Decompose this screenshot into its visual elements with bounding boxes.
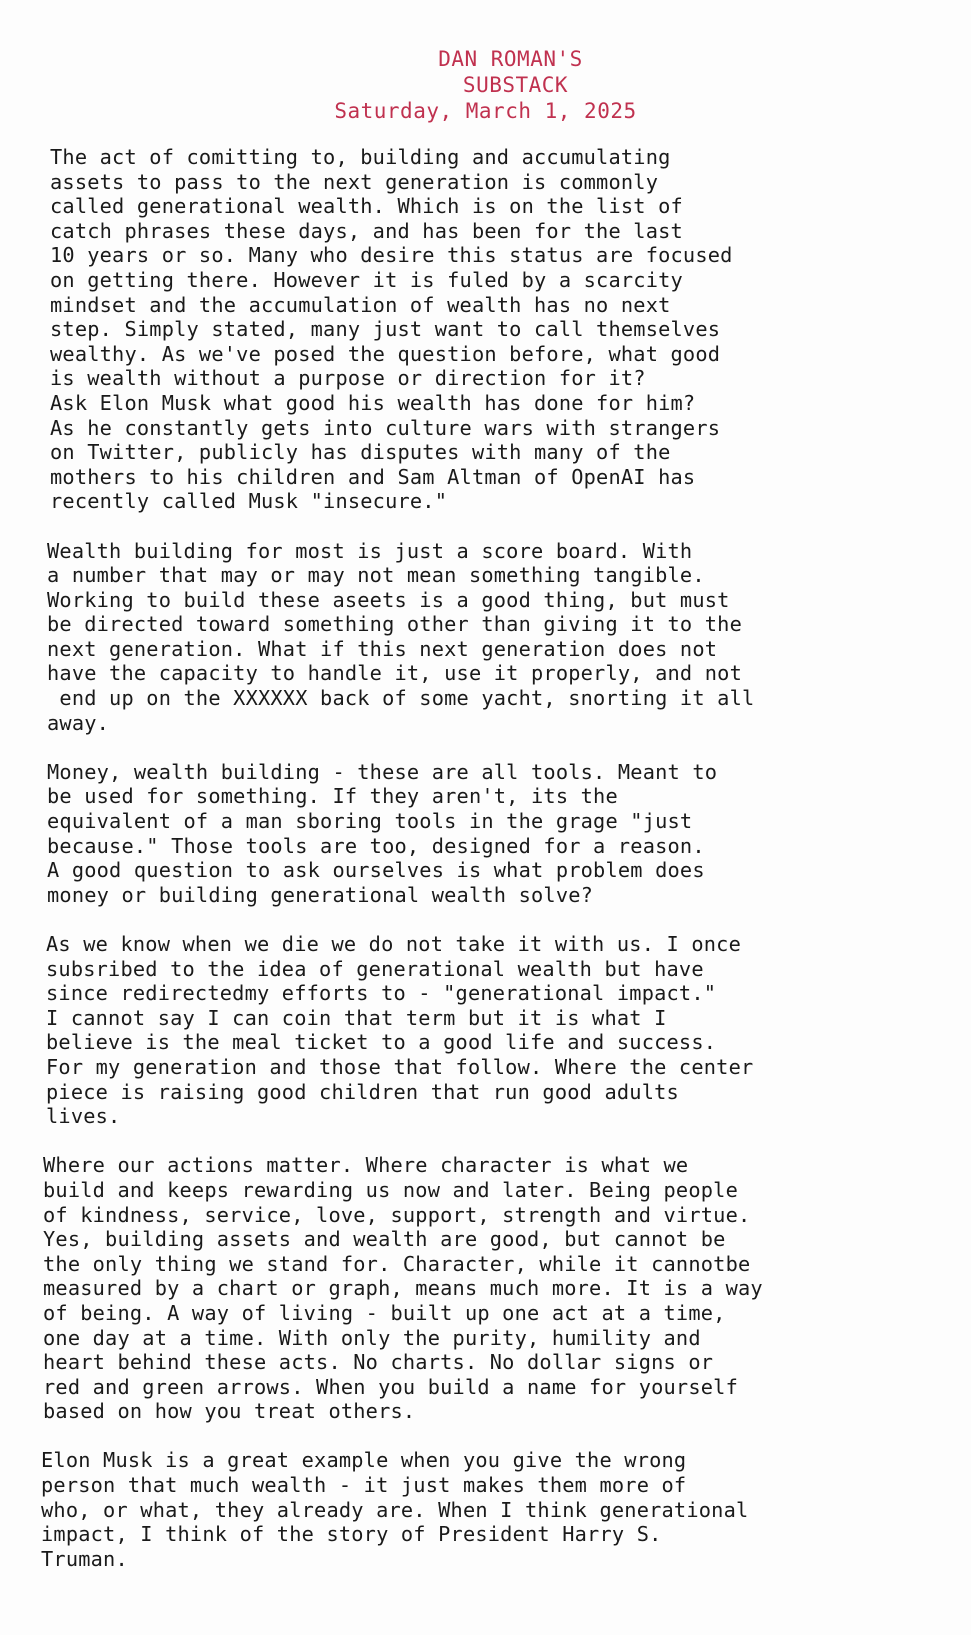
- text-line: Working to build these aseets is a good thing, but must: [47, 587, 730, 612]
- text-line: believe is the meal ticket to a good life and success.: [46, 1030, 717, 1055]
- text-line: subsribed to the idea of generational wealth but have: [46, 956, 704, 981]
- text-line: catch phrases these days, and has been for the last: [50, 218, 683, 243]
- paragraph-6: [40, 1448, 965, 1571]
- paragraph-4: [40, 932, 965, 1129]
- text-line: red and green arrows. When you build a name for yourself: [43, 1374, 738, 1399]
- text-line: I cannot say I can coin that term but it is what I: [46, 1005, 667, 1030]
- text-line: be directed toward something other than giving it to the: [47, 612, 742, 637]
- text-line: one day at a time. With only the purity, humility and: [43, 1325, 701, 1350]
- text-line: Elon Musk is a great example when you give the wrong: [41, 1448, 687, 1473]
- text-line: Wealth building for most is just a score board. With: [47, 538, 693, 563]
- text-line: because." Those tools are too, designed for a reason.: [47, 833, 705, 858]
- header-date: Saturday, March 1, 2025: [334, 99, 637, 123]
- text-line: piece is raising good children that run good adults: [46, 1079, 679, 1104]
- text-line: mothers to his children and Sam Altman of OpenAI has: [50, 464, 696, 489]
- text-line: away.: [47, 710, 110, 735]
- text-line: A good question to ask ourselves is what problem does: [47, 858, 705, 883]
- text-line: Truman.: [41, 1546, 128, 1571]
- page-header: [0, 46, 971, 124]
- text-line: person that much wealth - it just makes them more of: [41, 1473, 687, 1498]
- text-line: 10 years or so. Many who desire this status are focused: [50, 243, 733, 268]
- text-line: based on how you treat others.: [43, 1399, 416, 1424]
- text-line: the only thing we stand for. Character, while it cannotbe: [43, 1251, 751, 1276]
- text-line: mindset and the accumulation of wealth has no next: [50, 292, 671, 317]
- text-line: since redirectedmy efforts to - "generational impact.": [46, 981, 717, 1006]
- text-line: step. Simply stated, many just want to call themselves: [50, 317, 721, 342]
- paragraph-3: [40, 760, 965, 908]
- paragraph-5: [40, 1153, 965, 1424]
- paragraph-2: [40, 539, 965, 736]
- text-line: called generational wealth. Which is on the list of: [50, 194, 683, 219]
- text-line: money or building generational wealth solve?: [47, 882, 594, 907]
- text-line: equivalent of a man sboring tools in the grage "just: [47, 809, 693, 834]
- header-author: DAN ROMAN'S: [438, 47, 583, 71]
- text-line: Money, wealth building - these are all tools. Meant to: [47, 759, 718, 784]
- text-line: on getting there. However it is fuled by a scarcity: [50, 267, 683, 292]
- text-line: recently called Musk "insecure.": [50, 489, 448, 514]
- text-line: assets to pass to the next generation is commonly: [50, 169, 659, 194]
- paragraph-1: [40, 145, 965, 514]
- text-line: a number that may or may not mean something tangible.: [47, 563, 705, 588]
- text-line: next generation. What if this next generation does not: [47, 636, 718, 661]
- text-line: of being. A way of living - built up one act at a time,: [43, 1300, 726, 1325]
- text-line: As we know when we die we do not take it with us. I once: [46, 932, 741, 956]
- text-line: have the capacity to handle it, use it properly, and not: [47, 661, 742, 686]
- text-line: is wealth without a purpose or direction for it?: [50, 366, 646, 391]
- text-line: Ask Elon Musk what good his wealth has done for him?: [50, 390, 696, 415]
- text-line: The act of comitting to, building and accumulating: [50, 145, 671, 169]
- text-line: lives.: [46, 1104, 121, 1129]
- text-line: measured by a chart or graph, means much more. It is a way: [43, 1276, 763, 1301]
- text-line: For my generation and those that follow. Where the center: [46, 1054, 754, 1079]
- header-publication: SUBSTACK: [462, 73, 569, 97]
- text-line: impact, I think of the story of President Harry S.: [41, 1522, 662, 1547]
- text-line: wealthy. As we've posed the question before, what good: [50, 341, 721, 366]
- text-line: As he constantly gets into culture wars with strangers: [50, 415, 721, 440]
- text-line: of kindness, service, love, support, strength and virtue.: [43, 1202, 751, 1227]
- text-line: on Twitter, publicly has disputes with many of the: [50, 440, 671, 465]
- text-line: Yes, building assets and wealth are good, but cannot be: [43, 1227, 726, 1252]
- text-line: Where our actions matter. Where character is what we: [43, 1153, 689, 1178]
- text-line: end up on the XXXXXX back of some yacht, snorting it all: [47, 686, 755, 711]
- text-line: build and keeps rewarding us now and later. Being people: [43, 1177, 738, 1202]
- text-line: who, or what, they already are. When I think generational: [41, 1497, 749, 1522]
- article-body: [40, 145, 965, 1596]
- text-line: be used for something. If they aren't, its the: [47, 784, 618, 809]
- text-line: heart behind these acts. No charts. No dollar signs or: [43, 1350, 714, 1375]
